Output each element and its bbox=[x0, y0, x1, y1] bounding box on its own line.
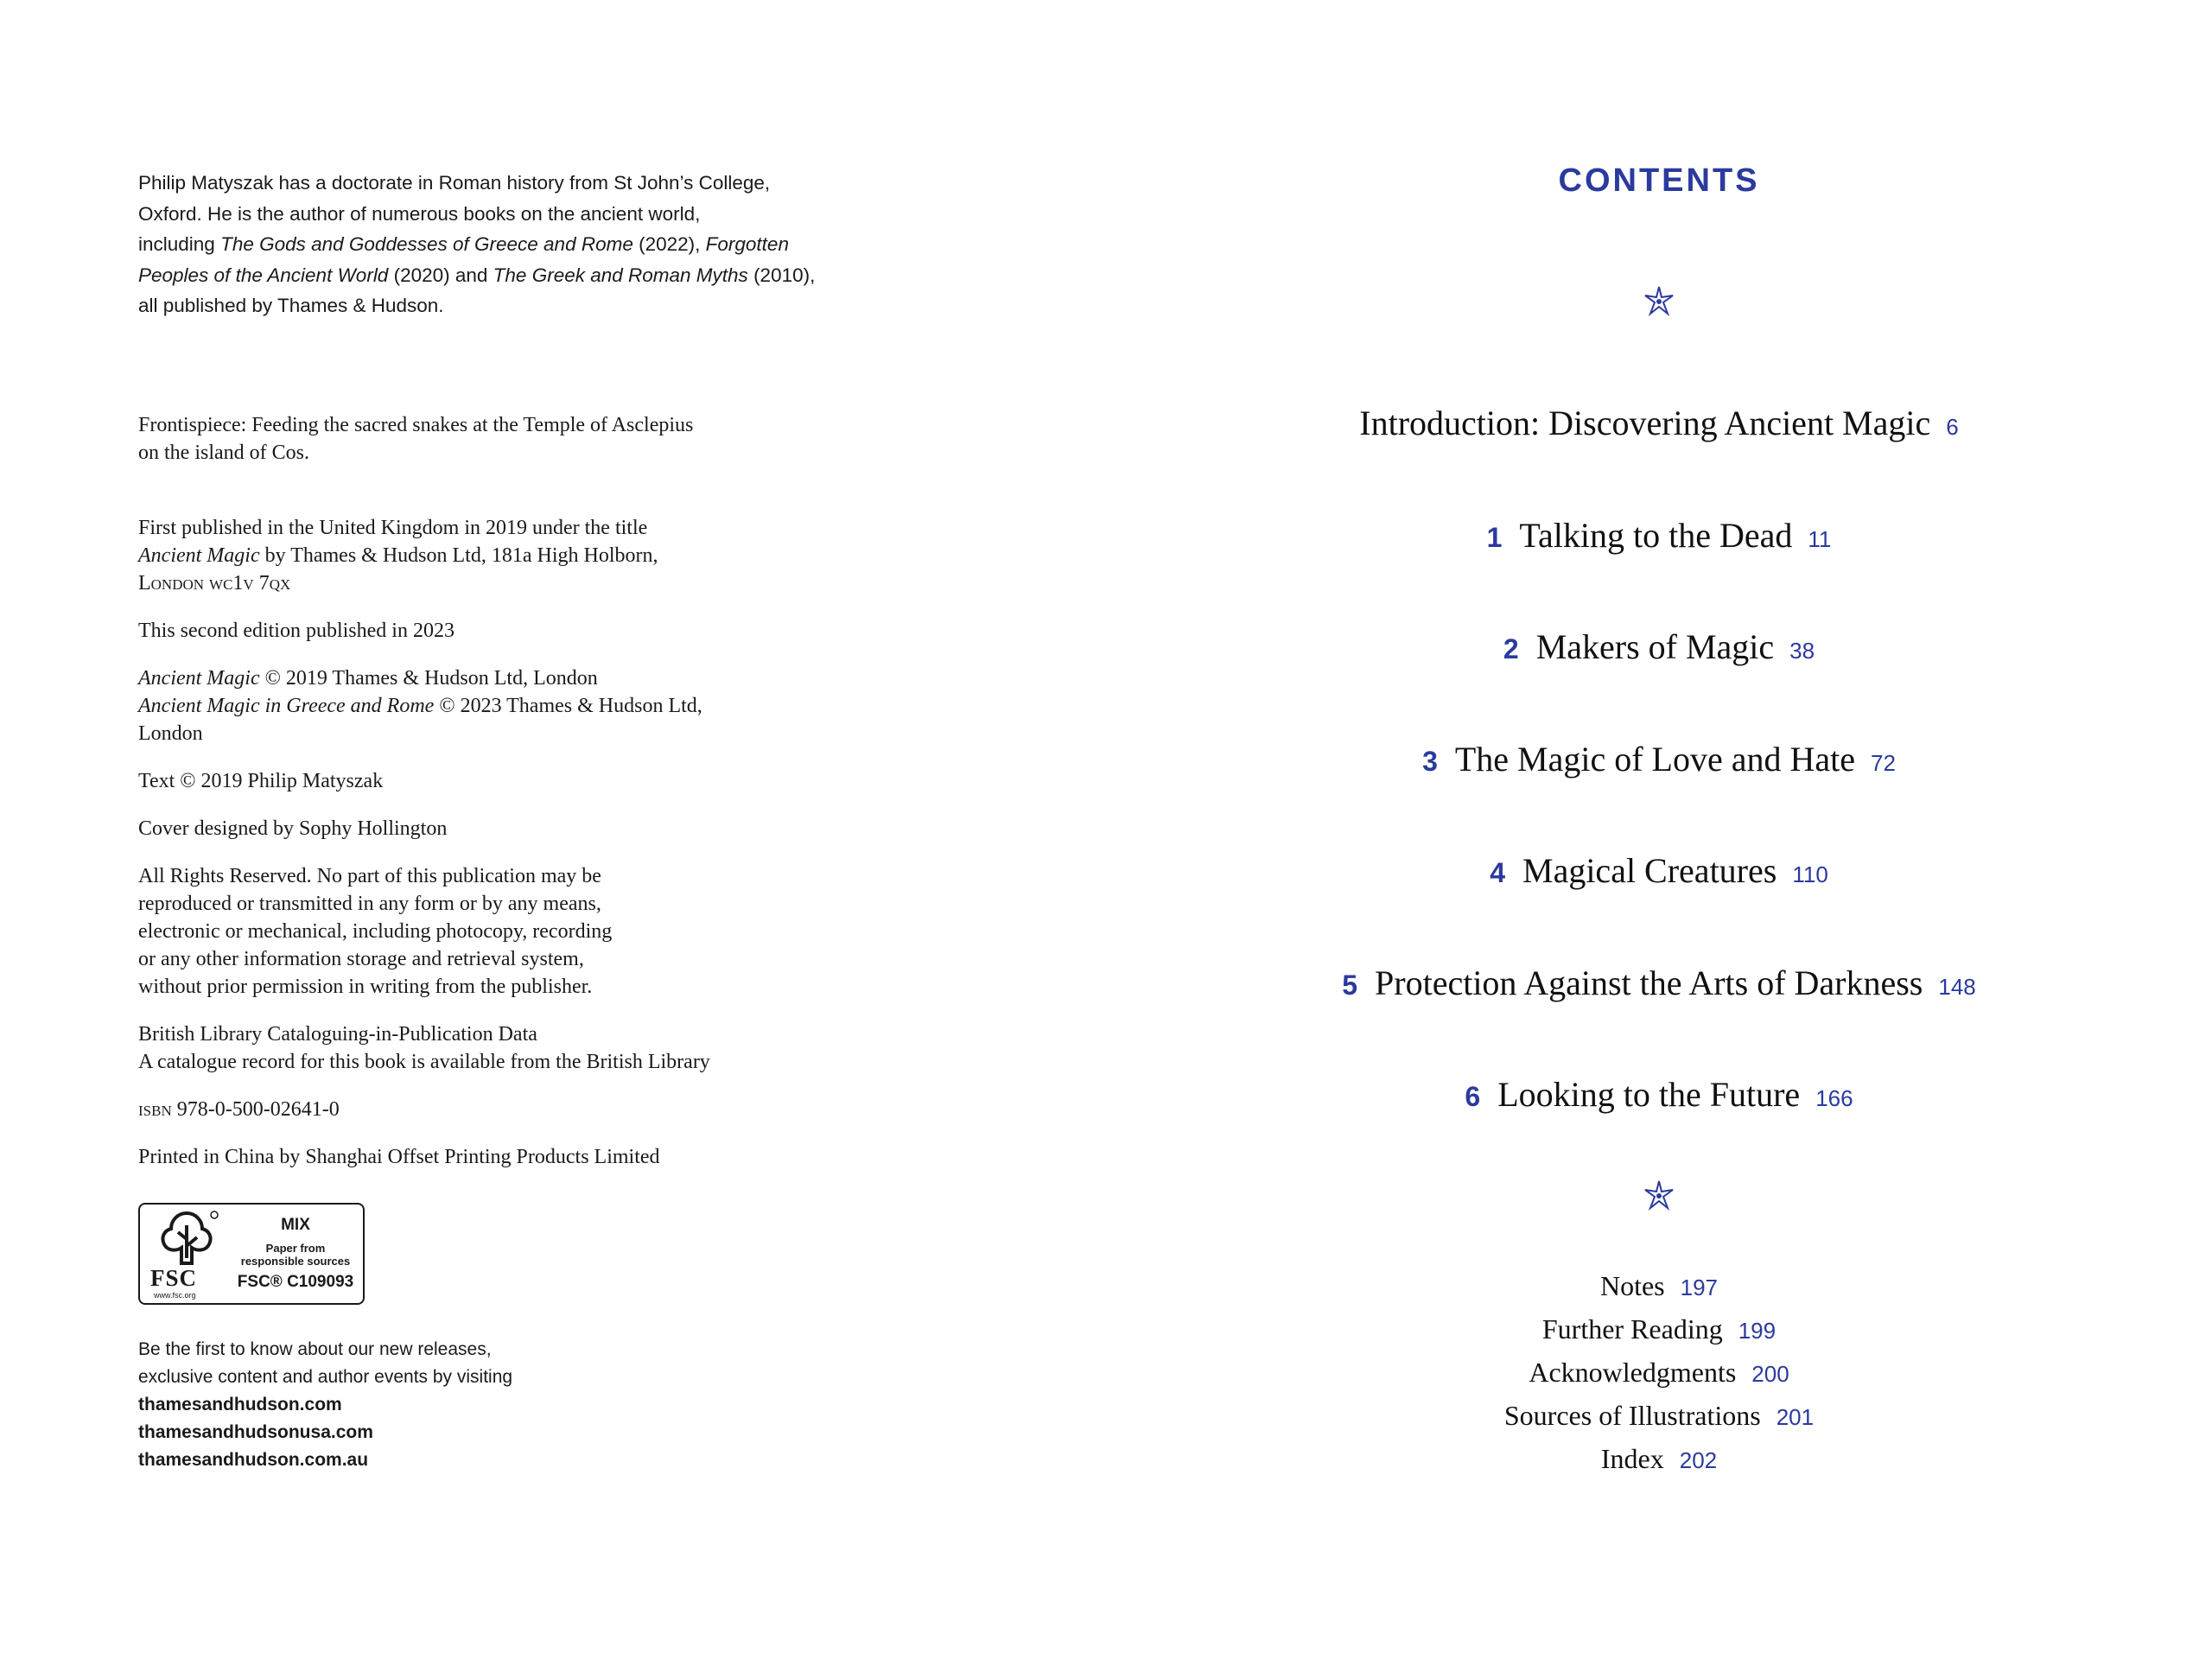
cataloguing-data bbox=[138, 1020, 847, 1076]
printer-credit: Printed in China by Shanghai Offset Printing Products Limited bbox=[138, 1145, 660, 1168]
toc-title: Magical Creatures bbox=[1522, 851, 1777, 890]
fsc-text bbox=[228, 1216, 363, 1292]
toc-back-further-reading[interactable] bbox=[1106, 1313, 2212, 1345]
toc-page: 148 bbox=[1938, 974, 1976, 1000]
toc-page: 110 bbox=[1792, 861, 1828, 887]
toc-back-index[interactable] bbox=[1106, 1443, 2212, 1475]
website-link[interactable]: thamesandhudson.com bbox=[138, 1395, 342, 1415]
cover-credit: Cover designed by Sophy Hollington bbox=[138, 817, 448, 840]
caption-line: Frontispiece: Feeding the sacred snakes at the Temple of Asclepius bbox=[138, 413, 694, 436]
rights-line: electronic or mechanical, including photocopy, recording bbox=[138, 919, 613, 943]
fsc-code: FSC® C109093 bbox=[237, 1273, 354, 1291]
author-bio bbox=[138, 168, 847, 321]
caption-line: on the island of Cos. bbox=[138, 441, 309, 464]
publication-line: First published in the United Kingdom in 2019 under the title bbox=[138, 516, 648, 539]
chapter-number: 3 bbox=[1422, 746, 1438, 777]
toc-page: 201 bbox=[1776, 1404, 1815, 1430]
book-title: Ancient Magic bbox=[138, 666, 260, 690]
toc-page: 200 bbox=[1751, 1361, 1789, 1387]
first-published bbox=[138, 514, 847, 597]
contents-page bbox=[1106, 0, 2212, 1672]
toc-page: 6 bbox=[1946, 414, 1959, 440]
fsc-label bbox=[138, 1203, 365, 1305]
toc-title: Makers of Magic bbox=[1535, 627, 1775, 666]
website-link[interactable]: thamesandhudson.com.au bbox=[138, 1450, 369, 1470]
toc-page: 166 bbox=[1815, 1085, 1853, 1111]
isbn bbox=[138, 1096, 847, 1123]
fsc-mix: MIX bbox=[281, 1216, 310, 1234]
toc-page: 11 bbox=[1808, 526, 1832, 552]
fsc-url: www.fsc.org bbox=[154, 1291, 196, 1300]
toc-back-sources[interactable] bbox=[1106, 1400, 2212, 1432]
bio-line: Philip Matyszak has a doctorate in Roman history from St John’s College, bbox=[138, 172, 771, 194]
toc-chapter-3[interactable] bbox=[1106, 739, 2212, 779]
publication-line: London wc1v 7qx bbox=[138, 571, 291, 594]
book-title: The Greek and Roman Myths bbox=[493, 264, 748, 286]
toc-title: Index bbox=[1600, 1443, 1664, 1474]
toc-page: 197 bbox=[1680, 1275, 1719, 1300]
book-title: Ancient Magic in Greece and Rome bbox=[138, 694, 435, 717]
toc-title: Protection Against the Arts of Darkness bbox=[1375, 963, 1923, 1002]
toc-title: Acknowledgments bbox=[1529, 1357, 1737, 1388]
toc-page: 72 bbox=[1871, 750, 1896, 776]
newsletter-line: Be the first to know about our new releases, bbox=[138, 1339, 492, 1359]
chapter-number: 2 bbox=[1503, 633, 1519, 664]
star-ornament-icon bbox=[1643, 1179, 1675, 1211]
chapter-number: 6 bbox=[1465, 1081, 1481, 1112]
rights-notice bbox=[138, 862, 847, 1001]
rights-line: without prior permission in writing from the publisher. bbox=[138, 975, 593, 998]
fsc-mark: FSC bbox=[150, 1265, 198, 1291]
frontispiece-caption bbox=[138, 411, 847, 467]
toc-title: Looking to the Future bbox=[1497, 1075, 1801, 1114]
toc-chapter-5[interactable] bbox=[1106, 963, 2212, 1003]
bio-text: (2022), bbox=[632, 233, 706, 255]
bio-text: including bbox=[138, 233, 221, 255]
text-copyright: Text © 2019 Philip Matyszak bbox=[138, 769, 384, 792]
toc-page: 38 bbox=[1789, 638, 1815, 664]
toc-chapter-1[interactable] bbox=[1106, 515, 2212, 556]
bio-line: Oxford. He is the author of numerous books on the ancient world, bbox=[138, 202, 701, 225]
second-edition: This second edition published in 2023 bbox=[138, 619, 454, 642]
copyright-notice bbox=[138, 664, 847, 747]
bio-text: (2020) and bbox=[388, 264, 493, 286]
rights-line: reproduced or transmitted in any form or by any means, bbox=[138, 892, 601, 915]
cataloguing-line: A catalogue record for this book is available from the British Library bbox=[138, 1050, 710, 1073]
rights-line: or any other information storage and retrieval system, bbox=[138, 947, 584, 970]
toc-back-notes[interactable] bbox=[1106, 1270, 2212, 1302]
toc-page: 202 bbox=[1679, 1447, 1718, 1473]
toc-title: Introduction: Discovering Ancient Magic bbox=[1359, 404, 1931, 442]
toc-intro[interactable] bbox=[1106, 403, 2212, 443]
fsc-tree-glyph bbox=[152, 1208, 221, 1268]
book-title: The Gods and Goddesses of Greece and Rome bbox=[220, 233, 633, 255]
toc-title: Talking to the Dead bbox=[1519, 516, 1793, 555]
fsc-tree-icon bbox=[145, 1206, 228, 1301]
toc-title: Notes bbox=[1599, 1270, 1665, 1301]
star-ornament-icon bbox=[1643, 285, 1675, 316]
book-title: Forgotten bbox=[705, 233, 789, 255]
imprint-page bbox=[138, 168, 847, 1171]
isbn-label: isbn bbox=[138, 1097, 172, 1121]
fsc-paper: responsible sources bbox=[240, 1255, 351, 1268]
chapter-number: 1 bbox=[1486, 522, 1503, 553]
copyright-line: © 2019 Thames & Hudson Ltd, London bbox=[259, 666, 598, 690]
book-title: Ancient Magic bbox=[138, 544, 260, 567]
publication-line: by Thames & Hudson Ltd, 181a High Holborn, bbox=[259, 544, 658, 567]
chapter-number: 5 bbox=[1342, 970, 1358, 1001]
rights-line: All Rights Reserved. No part of this publication may be bbox=[138, 864, 601, 887]
toc-title: Further Reading bbox=[1541, 1313, 1723, 1345]
isbn-value: 978-0-500-02641-0 bbox=[171, 1097, 340, 1121]
bio-text: (2010), bbox=[747, 264, 816, 286]
website-link[interactable]: thamesandhudsonusa.com bbox=[138, 1422, 373, 1442]
contents-heading: CONTENTS bbox=[1558, 162, 1760, 199]
newsletter-line: exclusive content and author events by visiting bbox=[138, 1367, 513, 1387]
copyright-line: © 2023 Thames & Hudson Ltd, bbox=[434, 694, 702, 717]
toc-back-acknowledgments[interactable] bbox=[1106, 1357, 2212, 1389]
fsc-paper: Paper from bbox=[265, 1242, 326, 1255]
toc-chapter-6[interactable] bbox=[1106, 1074, 2212, 1115]
toc-page: 199 bbox=[1738, 1318, 1777, 1344]
bio-line: all published by Thames & Hudson. bbox=[138, 295, 444, 316]
toc-title: The Magic of Love and Hate bbox=[1454, 740, 1856, 779]
toc-title: Sources of Illustrations bbox=[1503, 1400, 1761, 1431]
book-title: Peoples of the Ancient World bbox=[138, 264, 389, 286]
toc-chapter-2[interactable] bbox=[1106, 626, 2212, 667]
copyright-line: London bbox=[138, 722, 203, 745]
cataloguing-line: British Library Cataloguing-in-Publication Data bbox=[138, 1022, 537, 1046]
chapter-number: 4 bbox=[1490, 857, 1505, 888]
newsletter-note bbox=[138, 1336, 743, 1474]
toc-chapter-4[interactable] bbox=[1106, 850, 2212, 891]
